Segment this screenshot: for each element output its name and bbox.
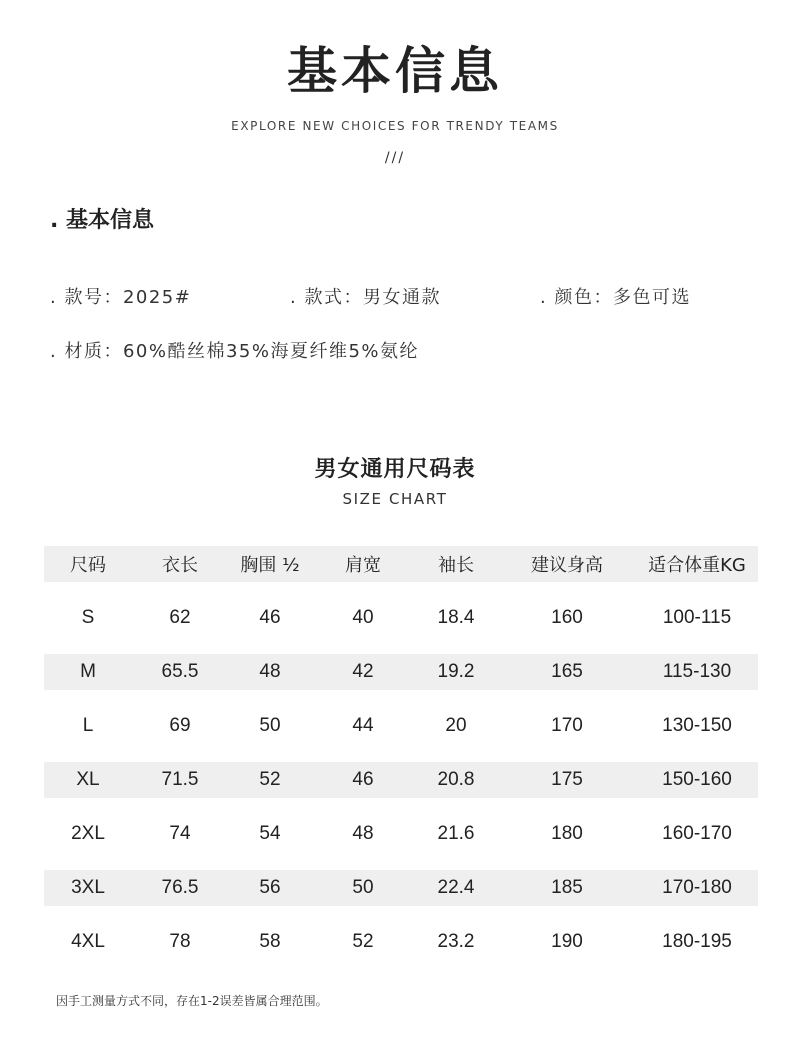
cell-shoulder: 46 — [312, 762, 414, 798]
cell-height: 170 — [551, 715, 583, 736]
table-header-row — [44, 546, 758, 582]
table-row — [44, 600, 758, 636]
header-sleeve: 袖长 — [414, 546, 498, 582]
cell-length: 71.5 — [132, 762, 228, 798]
cell-length: 76.5 — [132, 870, 228, 906]
cell-weight: 130-150 — [662, 715, 732, 736]
cell-shoulder: 42 — [312, 654, 414, 690]
cell-weight: 150-160 — [636, 762, 758, 798]
measurement-footnote: 因手工测量方式不同，存在1-2误差皆属合理范围。 — [56, 994, 328, 1008]
cell-size: L — [82, 715, 94, 736]
cell-sleeve: 23.2 — [437, 931, 475, 952]
cell-height: 185 — [498, 870, 636, 906]
table-row — [44, 870, 758, 906]
size-table — [44, 546, 758, 960]
cell-height: 160 — [551, 607, 583, 628]
cell-weight: 100-115 — [662, 607, 732, 628]
cell-size: 3XL — [44, 870, 132, 906]
cell-length: 69 — [169, 715, 191, 736]
cell-sleeve: 19.2 — [414, 654, 498, 690]
table-row — [44, 708, 758, 744]
cell-sleeve: 20 — [445, 715, 467, 736]
header-size: 尺码 — [44, 546, 132, 582]
cell-chest: 56 — [228, 870, 312, 906]
table-row — [44, 924, 758, 960]
cell-height: 190 — [551, 931, 583, 952]
cell-size: XL — [44, 762, 132, 798]
table-row — [44, 762, 758, 798]
cell-weight: 170-180 — [636, 870, 758, 906]
cell-chest: 50 — [259, 715, 281, 736]
cell-weight: 180-195 — [662, 931, 732, 952]
style-number: . 款号：2025# — [50, 287, 192, 308]
header-shoulder: 肩宽 — [312, 546, 414, 582]
cell-length: 74 — [169, 823, 191, 844]
cell-sleeve: 18.4 — [437, 607, 475, 628]
table-row — [44, 654, 758, 690]
cell-length: 65.5 — [132, 654, 228, 690]
cell-shoulder: 48 — [352, 823, 374, 844]
decorative-slashes: /// — [384, 150, 406, 166]
cell-size: 4XL — [71, 931, 105, 952]
size-chart-subtitle: SIZE CHART — [342, 490, 448, 508]
cell-chest: 46 — [259, 607, 281, 628]
cell-length: 62 — [169, 607, 191, 628]
cell-shoulder: 52 — [352, 931, 374, 952]
cell-sleeve: 22.4 — [414, 870, 498, 906]
table-row — [44, 816, 758, 852]
page-subtitle: EXPLORE NEW CHOICES FOR TRENDY TEAMS — [231, 119, 559, 133]
color-options: . 颜色：多色可选 — [540, 287, 691, 308]
header-length: 衣长 — [132, 546, 228, 582]
cell-height: 175 — [498, 762, 636, 798]
size-chart-title: 男女通用尺码表 — [314, 457, 476, 482]
cell-size: M — [44, 654, 132, 690]
cell-weight: 160-170 — [662, 823, 732, 844]
cell-weight: 115-130 — [636, 654, 758, 690]
material: . 材质：60%酷丝棉35%海夏纤维5%氨纶 — [50, 341, 420, 362]
cell-height: 165 — [498, 654, 636, 690]
cell-size: S — [81, 607, 95, 628]
cell-sleeve: 21.6 — [437, 823, 475, 844]
cell-chest: 54 — [259, 823, 281, 844]
cell-shoulder: 44 — [352, 715, 374, 736]
cell-shoulder: 50 — [312, 870, 414, 906]
header-weight: 适合体重KG — [636, 546, 758, 582]
section-title-basic-info: . 基本信息 — [50, 208, 155, 233]
cell-height: 180 — [551, 823, 583, 844]
cell-size: 2XL — [71, 823, 105, 844]
header-height: 建议身高 — [498, 546, 636, 582]
cell-sleeve: 20.8 — [414, 762, 498, 798]
page-title: 基本信息 — [287, 41, 503, 100]
cell-length: 78 — [169, 931, 191, 952]
cell-chest: 48 — [228, 654, 312, 690]
style-type: . 款式：男女通款 — [290, 287, 441, 308]
header-chest: 胸围 ½ — [228, 546, 312, 582]
cell-chest: 58 — [259, 931, 281, 952]
cell-shoulder: 40 — [352, 607, 374, 628]
cell-chest: 52 — [228, 762, 312, 798]
